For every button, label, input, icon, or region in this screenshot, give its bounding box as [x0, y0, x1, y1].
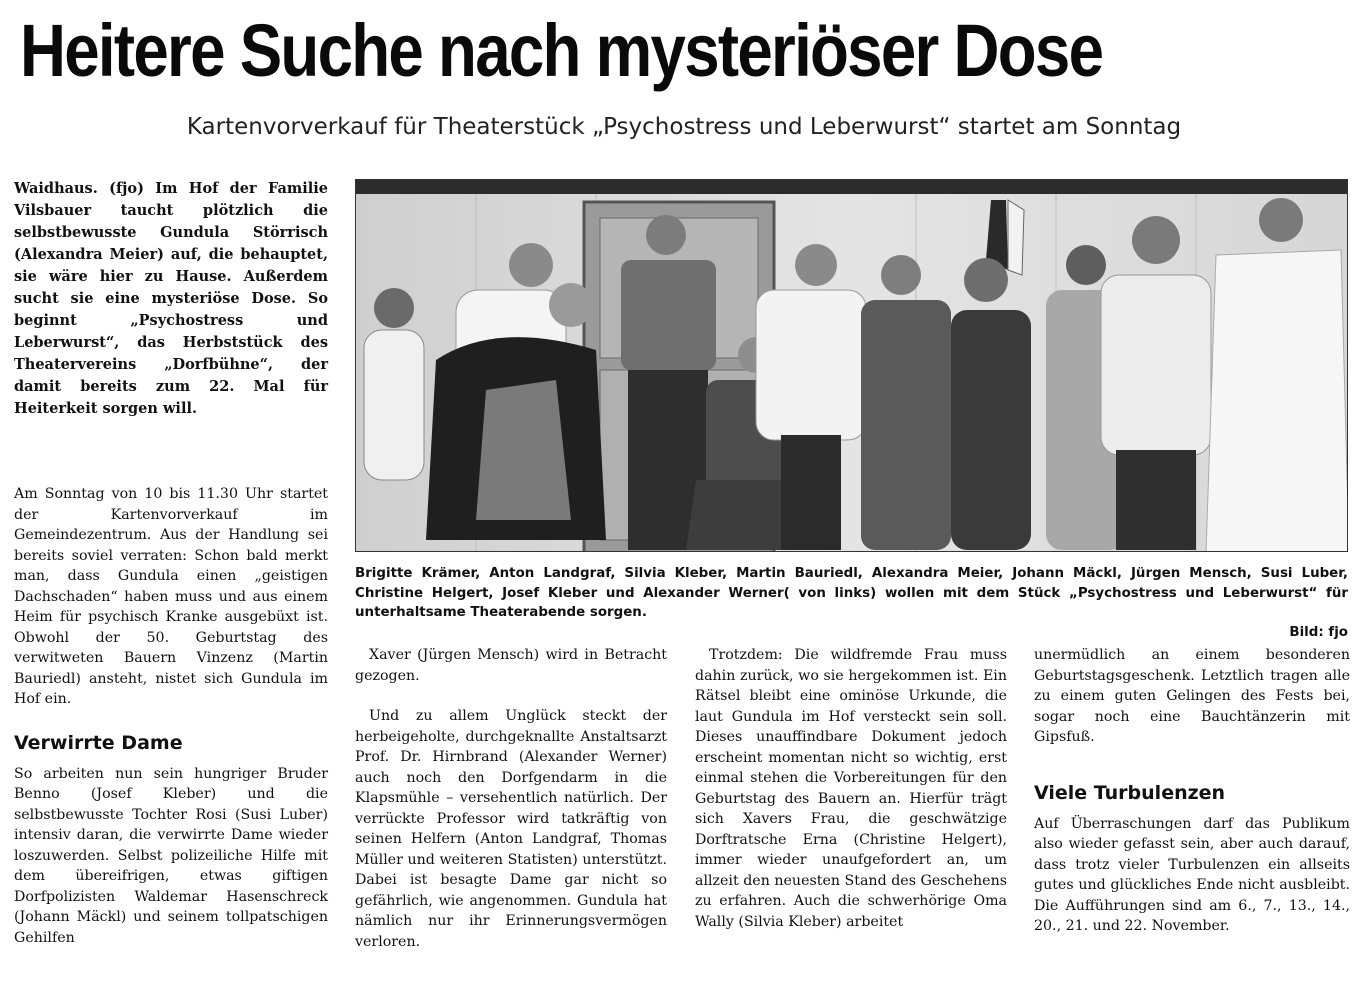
column-4-paragraph-2: Auf Überraschungen darf das Publikum also wieder gefasst sein, aber auch darauf, dass trotz vieler Turbulenzen ein allseits gutes und glückliches Ende nicht ausbleibt. Die Aufführungen sind am 6., 7., 13., 14., 20., 21. und 22. November.: [1034, 815, 1350, 934]
article-column-3: [695, 645, 1007, 932]
caption-text: Brigitte Krämer, Anton Landgraf, Silvia Kleber, Martin Bauriedl, Alexandra Meier, Johann Mäckl, Jürgen Mensch, Susi Luber, Christine Helgert, Josef Kleber und Alexander Werner( von links) wollen mit dem Stück „Psychostress und Leberwurst“ für unterhaltsame Theaterabende sorgen.: [355, 566, 1348, 620]
subheading-viele-turbulenzen: Viele Turbulenzen: [1034, 781, 1226, 804]
column-2-paragraph-2: Und zu allem Unglück steckt der herbeigeholte, durchgeknallte Anstaltsarzt Prof. Dr. Hirnbrand (Alexander Werner) auch noch den Dorfgendarm in die Klapsmühle – versehentlich natürlich. Der verrückte Professor wird tatkräftig von seinen Helfern (Anton Landgraf, Thomas Müller und weiteren Statisten) unterstützt. Dabei ist besagte Dame gar nicht so gefährlich, wie angenommen. Gundula hat nämlich nur ihr Erinnerungsvermögen verloren.: [355, 708, 667, 950]
stage-photo-illustration: [356, 180, 1348, 552]
lead-paragraph: Waidhaus. (fjo) Im Hof der Familie Vilsbauer taucht plötzlich die selbstbewusste Gundula Störrisch (Alexandra Meier) auf, die behauptet, sie wäre hier zu Hause. Außerdem sucht sie eine mysteriöse Dose. So beginnt „Psychostress und Leberwurst“, das Herbststück des Theatervereins „Dorfbühne“, der damit bereits zum 22. Mal für Heiterkeit sorgen will.: [14, 180, 328, 417]
column-1-paragraph-2: So arbeiten nun sein hungriger Bruder Benno (Josef Kleber) und die selbstbewusste Tochter Rosi (Susi Luber) intensiv daran, die verwirrte Dame wieder loszuwerden. Selbst polizeiliche Hilfe mit dem übereifrigen, etwas giftigen Dorfpolizisten Waldemar Hasenschreck (Johann Mäckl) und seinem tollpatschigen Gehilfen: [14, 765, 328, 946]
column-3-paragraph-1: Trotzdem: Die wildfremde Frau muss dahin zurück, wo sie hergekommen ist. Ein Rätsel bleibt eine ominöse Urkunde, die laut Gundula im Hof versteckt sein soll. Dieses unauffindbare Dokument jedoch erscheint momentan nicht so wichtig, erst einmal stehen die Vorbereitungen für den Geburtstag des Bauern an. Hierfür trägt sich Xavers Frau, die geschwätzige Dorftratsche Erna (Christine Helgert), immer wieder unaufgefordert an, um allzeit den neuesten Stand des Geschehens zu erfahren. Auch die schwerhörige Oma Wally (Silvia Kleber) arbeitet: [695, 647, 1007, 930]
stage-photo: [355, 179, 1348, 552]
article-column-2: [355, 645, 667, 952]
photo-caption: [355, 564, 1348, 642]
headline: Heitere Suche nach mysteriöser Dose: [20, 9, 1103, 92]
article-column-1: [14, 484, 328, 948]
column-1-paragraph-1: Am Sonntag von 10 bis 11.30 Uhr startet der Kartenvorverkauf im Gemeindezentrum. Aus der Handlung sei bereits soviel verraten: Schon bald merkt man, dass Gundula einen „geistigen Dachschaden“ haben muss und aus einem Heim für psychisch Kranke ausgebüxt ist. Obwohl der 50. Geburtstag des verwitweten Bauern Vinzenz (Martin Bauriedl) ansteht, nistet sich Gundula im Hof ein.: [14, 486, 328, 707]
subheading-verwirrte-dame: Verwirrte Dame: [14, 731, 183, 754]
photo-credit: Bild: fjo: [1289, 624, 1348, 640]
article-column-4: [1034, 645, 1350, 937]
subheadline: Kartenvorverkauf für Theaterstück „Psychostress und Leberwurst“ startet am Sonntag: [186, 114, 1182, 140]
column-2-paragraph-1: Xaver (Jürgen Mensch) wird in Betracht gezogen.: [355, 647, 667, 684]
column-4-paragraph-1: unermüdlich an einem besonderen Geburtstagsgeschenk. Letztlich tragen alle zu einem guten Gelingen des Fests bei, sogar noch eine Bauchtänzerin mit Gipsfuß.: [1034, 647, 1350, 745]
